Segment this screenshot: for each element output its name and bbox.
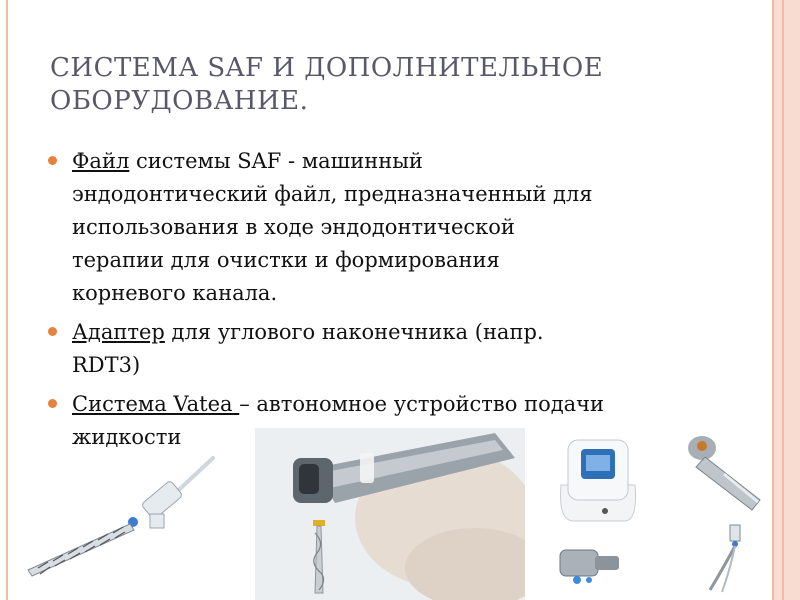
term-vatea: Система Vatea xyxy=(72,392,240,416)
title-line-1: СИСТЕМА SAF И ДОПОЛНИТЕЛЬНОЕ xyxy=(50,53,604,83)
bullet-vatea-line-2: жидкости xyxy=(72,425,182,449)
term-file: Файл xyxy=(72,149,130,173)
vatea-device-image xyxy=(553,435,643,525)
slide-title xyxy=(50,52,730,118)
saf-file-small-image xyxy=(700,520,765,595)
bullet-file-line-4: терапии для очистки и формирования xyxy=(72,248,500,272)
contra-angle-handpiece-image xyxy=(680,432,770,514)
bullet-adapter xyxy=(48,316,698,382)
bullet-file-line-5: корневого канала. xyxy=(72,281,278,305)
title-line-2: ОБОРУДОВАНИЕ. xyxy=(50,86,309,116)
right-decorative-band xyxy=(772,0,800,600)
handpiece-photo xyxy=(255,428,525,600)
left-border-line xyxy=(6,0,8,600)
bullet-file-line-2: эндодонтический файл, предназначенный для xyxy=(72,182,593,206)
bullet-vatea-line-1: – автономное устройство подачи xyxy=(239,392,605,416)
bullet-list xyxy=(48,145,698,460)
bullet-file xyxy=(48,145,698,310)
bullet-adapter-line-2: RDT3) xyxy=(72,353,141,377)
adapter-image xyxy=(555,540,630,592)
bullet-adapter-line-1: для углового наконечника (напр. xyxy=(164,320,544,344)
bullet-file-line-1: системы SAF - машинный xyxy=(129,149,423,173)
bullet-file-line-3: использования в ходе эндодонтической xyxy=(72,215,515,239)
saf-file-image xyxy=(18,450,218,585)
term-adapter: Адаптер xyxy=(72,320,165,344)
